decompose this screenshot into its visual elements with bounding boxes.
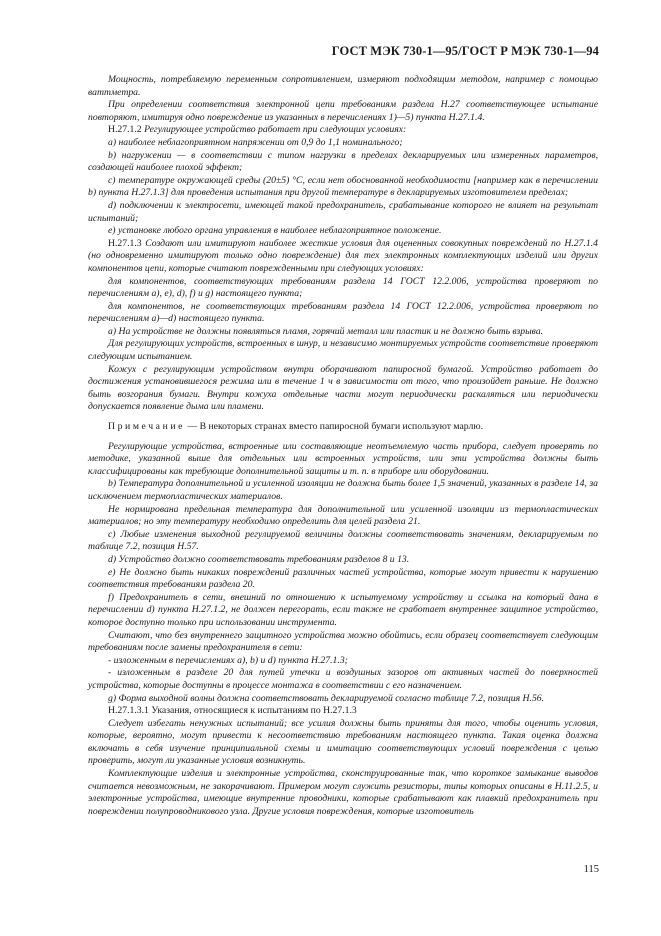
clause-h27-1-3-1: Н.27.1.3.1 Указания, относящиеся к испытаниям по Н.27.1.3 (108, 705, 357, 717)
list-item: b) нагружении — в соответствии с типом нагрузки в пределах декларируемых или измеренных параметров, создающей наиболее плохой эффект; (88, 149, 598, 174)
clause-text: Создают или имитируют наиболее жесткие условия для оцененных совокупных повреждений по Н.27.1.4 (но одновременно имитируют только одно повреждение) для тех электронных комплектующих изделий или других компонентов цепи, которые считают поврежденными при следующих условиях: (88, 237, 598, 274)
page-number: 115 (583, 864, 599, 875)
list-item: d) Устройство должно соответствовать требованиям разделов 8 и 13. (108, 553, 410, 565)
clause-number: Н.27.1.2 (108, 124, 142, 136)
list-item: g) Форма выходной волны должна соответствовать декларируемой согласно таблице 7.2, позиция Н.56. (108, 692, 545, 704)
paragraph: Комплектующие изделия и электронные устройства, сконструированные так, что короткое замыкание выводов считается невозможным, не закорачивают. Примером могут служить резисторы, типы которых описаны в Н.11.2.5, и электронные устройства, имеющие внутренние проводники, которые срабатывают как плавкий предохранитель при повреждении полупроводникового узла. Другие условия повреждения, которые изготовитель (88, 768, 598, 817)
paragraph: При определении соответствия электронной цепи требованиям раздела Н.27 соответствующее испытание повторяют, имитируя одно повреждение из указанных в перечислениях 1)—5) пункта Н.27.1.4. (88, 99, 598, 123)
list-item: c) температуре окружающей среды (20±5) °С, если нет обоснованной необходимости [например как в перечислении b) пункта Н.27.1.3] для проведения испытания при другой температуре в декларируемых изготовителем пределах; (88, 174, 598, 199)
note-label: Примечание (108, 421, 186, 433)
paragraph: Регулирующие устройства, встроенные или составляющие неотъемлемую часть прибора, следует проверять по методике, указанной выше для отдельных или встроенных устройств, или эти устройства должны быть классифицированы как требующие дополнительной защиты и т. п. в приборе или оборудовании. (88, 440, 598, 477)
dash-item: - изложенным в перечислениях а), b) и d) пункта Н.27.1.3; (108, 654, 348, 666)
clause-text: Регулирующее устройство работает при следующих условиях: (144, 124, 407, 136)
paragraph: для компонентов, не соответствующих требованиям раздела 14 ГОСТ 12.2.006, устройства проверяют по перечислениям а)—d) настоящего пункта. (88, 300, 598, 325)
dash-item: - изложенным в разделе 20 для путей утечки и воздушных зазоров от активных частей до поверхностей устройства, которые доступны в процессе монтажа в соответствии с его назначением. (88, 667, 598, 691)
paragraph: для компонентов, соответствующих требованиям раздела 14 ГОСТ 12.2.006, устройства проверяют по перечислениям а), е), d), f) и g) настоящего пункта; (88, 275, 598, 300)
list-item: f) Предохранитель в сети, внешний по отношению к испытуемому устройству и ссылка на который дана в перечислении d) пункта Н.27.1.2, не должен перегорать, если также не сработает внутреннее защитное устройство, которое доступно только при использовании инструмента. (88, 591, 598, 628)
list-item: c) Любые изменения выходной регулируемой величины должны соответствовать значениям, декларируемым по таблице 7.2, позиция Н.57. (88, 528, 598, 553)
list-item: d) подключении к электросети, имеющей такой предохранитель, срабатывание которого не влияет на результат испытаний; (88, 199, 598, 224)
note-text: — В некоторых странах вместо папиросной бумаги используют марлю. (187, 421, 484, 433)
paragraph: Для регулирующих устройств, встроенных в шнур, и независимо монтируемых устройств соответствие проверяют следующим испытанием. (88, 338, 598, 363)
list-item: e) Не должно быть никаких повреждений различных частей устройства, которые могут привести к нарушению соответствия требованиям раздела 20. (88, 566, 598, 591)
paragraph: Считают, что без внутреннего защитного устройства можно обойтись, если образец соответствует следующим требованиям после замены предохранителя в сети: (88, 629, 598, 654)
clause-h27-1-3 (88, 238, 598, 276)
paragraph: Мощность, потребляемую переменным сопротивлением, измеряют подходящим методом, например с помощью ваттметра. (88, 74, 598, 98)
list-item: а) На устройстве не должны появляться пламя, горячий металл или пластик и не должно быть взрыва. (108, 325, 544, 337)
note (88, 421, 598, 434)
paragraph: Кожух с регулирующим устройством внутри оборачивают папиросной бумагой. Устройство работает до достижения установившегося режима или в течение 1 ч в зависимости от того, что произойдет раньше. Не должно быть возгорания бумаги. Внутри кожуха отдельные части могут периодически раскаляться или периодически допускается появление дыма или пламени. (88, 363, 598, 413)
list-item: e) установке любого органа управления в наиболее неблагоприятное положение. (108, 225, 442, 237)
clause-h27-1-2 (88, 124, 598, 137)
standard-header: ГОСТ МЭК 730-1—95/ГОСТ Р МЭК 730-1—94 (331, 44, 599, 58)
list-item: b) Температура дополнительной и усиленной изоляции не должна быть более 1,5 значений, указанных в разделе 14, за исключением термопластических материалов. (88, 478, 598, 502)
paragraph: Следует избегать ненужных испытаний; все усилия должны быть приняты для того, чтобы оценить условия, которые, вероятно, могут привести к несоответствию требованиям настоящего пункта. Такая оценка должна включать в себя изучение принципиальной схемы и имитацию соответствующих условий повреждения с целью проверить, могут ли указанные условия возникнуть. (88, 717, 598, 767)
document-body (88, 74, 598, 818)
paragraph: Не нормирована предельная температура для дополнительной или усиленной изоляции из термопластических материалов; но эту температуру необходимо определить для целей раздела 21. (88, 503, 598, 528)
clause-number: Н.27.1.3 (108, 237, 142, 249)
list-item: а) наиболее неблагоприятном напряжении от 0,9 до 1,1 номинального; (108, 136, 403, 148)
